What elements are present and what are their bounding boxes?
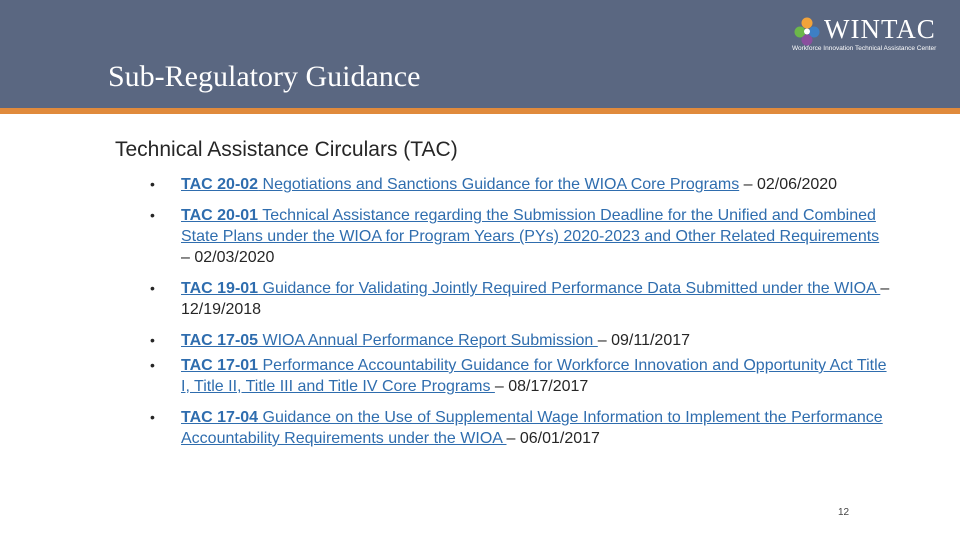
header-accent-bar	[0, 108, 960, 114]
list-item	[150, 174, 890, 195]
tac-title-link[interactable]: Guidance on the Use of Supplemental Wage Information to Implement the Performance Accountability Requirements under the WIOA	[181, 409, 883, 447]
tac-code-link[interactable]: TAC 19-01	[181, 280, 259, 297]
slide-title: Sub-Regulatory Guidance	[108, 60, 421, 93]
tac-code-link[interactable]: TAC 20-01	[181, 207, 259, 224]
tac-list	[150, 174, 890, 459]
logo-tagline: Workforce Innovation Technical Assistance Center	[792, 45, 937, 52]
tac-code-link[interactable]: TAC 17-04	[181, 409, 259, 426]
wintac-logo-icon	[792, 16, 822, 46]
tac-title-link[interactable]: Negotiations and Sanctions Guidance for the WIOA Core Programs	[258, 176, 740, 193]
tac-date: – 02/03/2020	[181, 249, 275, 266]
bullet-icon: •	[150, 207, 155, 223]
tac-date: – 12/19/2018	[181, 280, 890, 318]
tac-title-link[interactable]: Technical Assistance regarding the Submission Deadline for the Unified and Combined State Plans under the WIOA for Program Years (PYs) 2020-2023 and Other Related Requirements	[181, 207, 880, 245]
bullet-icon: •	[150, 409, 155, 425]
tac-code-link[interactable]: TAC 17-01	[181, 357, 259, 374]
tac-date: – 06/01/2017	[506, 430, 600, 447]
tac-code-link[interactable]: TAC 17-05	[181, 332, 259, 349]
bullet-icon: •	[150, 332, 155, 348]
tac-code-link[interactable]: TAC 20-02	[181, 176, 259, 193]
tac-title-link[interactable]: WIOA Annual Performance Report Submission	[258, 332, 598, 349]
list-item	[150, 330, 890, 351]
list-item	[150, 205, 890, 268]
wintac-logo	[792, 14, 952, 60]
list-item	[150, 278, 890, 320]
tac-date: – 09/11/2017	[597, 332, 691, 349]
tac-title-link[interactable]: Performance Accountability Guidance for Workforce Innovation and Opportunity Act Title I, Title II, Title III and Title IV Core Programs	[181, 357, 887, 395]
section-heading: Technical Assistance Circulars (TAC)	[115, 138, 458, 161]
tac-date: – 02/06/2020	[739, 176, 838, 193]
list-item	[150, 407, 890, 449]
page-number: 12	[838, 507, 850, 518]
logo-wordmark: WINTAC	[824, 14, 936, 44]
bullet-icon: •	[150, 357, 155, 373]
bullet-icon: •	[150, 176, 155, 192]
tac-title-link[interactable]: Guidance for Validating Jointly Required Performance Data Submitted under the WIOA	[258, 280, 881, 297]
list-item	[150, 355, 890, 397]
tac-date: – 08/17/2017	[494, 378, 589, 395]
bullet-icon: •	[150, 280, 155, 296]
